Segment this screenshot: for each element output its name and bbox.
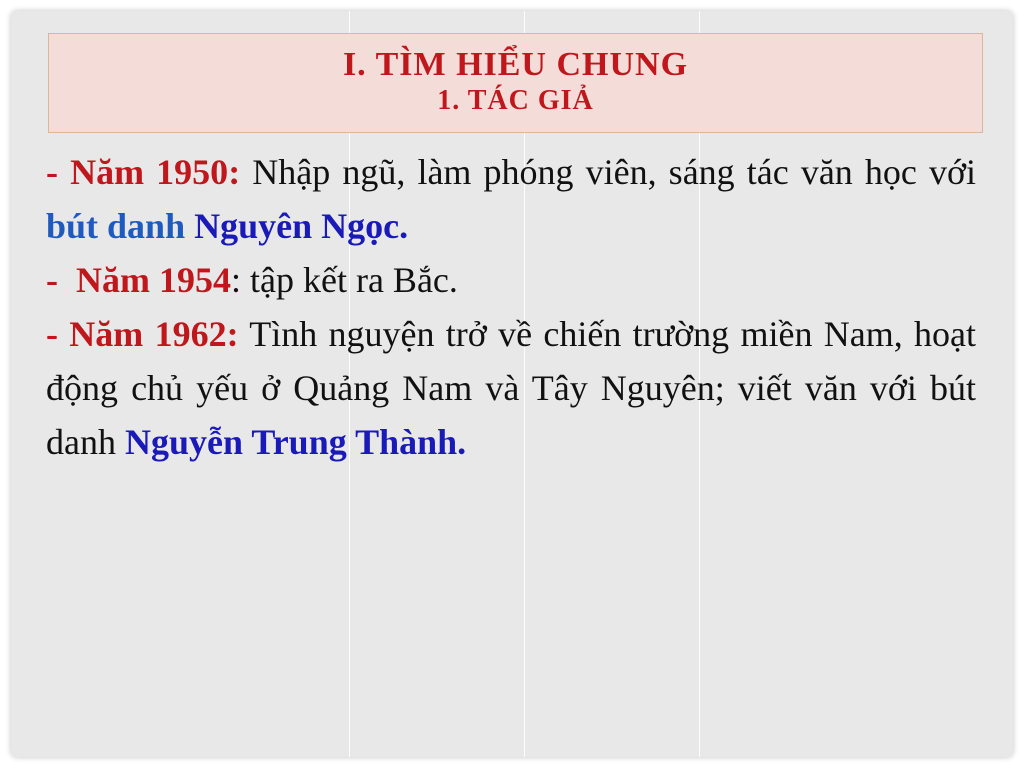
paragraph-text: Nhập ngũ, làm phóng viên, sáng tác văn học với [240,152,976,192]
paragraph-text: Tình nguyện trở về chiến trường miền Nam, hoạt động chủ yếu ở Quảng Nam và Tây Nguyên; viết văn với bút danh [46,314,977,462]
paragraph-1954 [46,253,976,307]
year-label: Năm 1954 [76,260,231,300]
year-colon: : [228,152,241,192]
title-box [48,33,983,133]
space [185,206,194,246]
highlight-pen-name-label: bút danh [46,206,186,246]
paragraph-text: : tập kết ra Bắc. [231,260,458,300]
bullet-dash: - [46,152,58,192]
year-label: Năm 1962: [58,314,239,354]
period: . [399,206,409,246]
paragraph-1962 [46,307,976,469]
year-label: Năm 1950 [70,152,229,192]
content-body [46,145,976,469]
highlight-pen-name: Nguyên Ngọc [194,206,400,246]
paragraph-1950 [46,145,976,253]
highlight-pen-name: Nguyễn Trung Thành. [124,422,467,462]
bullet-dash: - [46,260,76,300]
section-subtitle: 1. TÁC GIẢ [437,85,594,116]
section-title: I. TÌM HIỂU CHUNG [342,46,689,83]
slide [11,11,1013,757]
bullet-dash: - [46,314,58,354]
